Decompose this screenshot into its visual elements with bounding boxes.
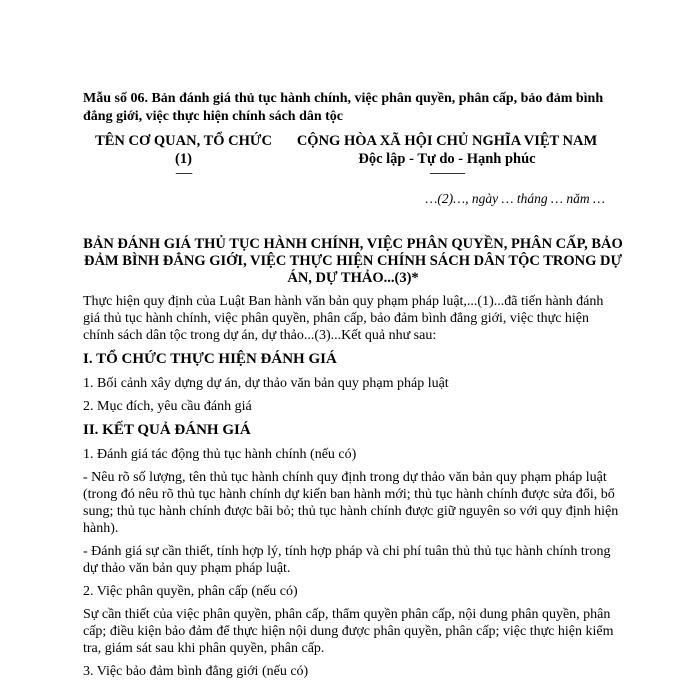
document-title: BẢN ĐÁNH GIÁ THỦ TỤC HÀNH CHÍNH, VIỆC PHÂN QUYỀN, PHÂN CẤP, BẢO ĐẢM BÌNH ĐẲNG GIỚI, VIỆC THỰC HIỆN CHÍNH SÁCH DÂN TỘC TRONG DỰ ÁN, DỰ THẢO...(3)* (83, 236, 623, 286)
section-2-item-1: 1. Đánh giá tác động thủ tục hành chính (nếu có) (83, 447, 357, 462)
agency-note: (1) (175, 151, 192, 167)
section-2-item-1-para-2: - Đánh giá sự cần thiết, tính hợp lý, tính hợp pháp và chi phí tuân thủ thủ tục hành chính trong dự thảo văn bản quy phạm pháp luật. (83, 544, 611, 576)
agency-dash: ------- (175, 168, 192, 179)
section-1-item-1: 1. Bối cảnh xây dựng dự án, dự thảo văn bản quy phạm pháp luật (83, 376, 449, 391)
country-name: CỘNG HÒA XÃ HỘI CHỦ NGHĨA VIỆT NAM (296, 133, 598, 149)
date-line: …(2)…, ngày … tháng … năm … (425, 191, 605, 206)
section-2-item-1-para-1: - Nêu rõ số lượng, tên thủ tục hành chính quy định trong dự thảo văn bản quy phạm pháp luật (trong đó nêu rõ thủ tục hành chính dự kiến ban hành mới; thủ tục hành chính được sửa đổi, bổ sung; thủ tục hành chính được bãi bỏ; thủ tục hành chính được giữ nguyên so với quy định hiện hành). (83, 470, 619, 536)
section-1-heading: I. TỔ CHỨC THỰC HIỆN ĐÁNH GIÁ (83, 351, 337, 367)
section-2-heading: II. KẾT QUẢ ĐÁNH GIÁ (83, 422, 251, 438)
document-body (83, 293, 621, 686)
section-2-item-2: 2. Việc phân quyền, phân cấp (nếu có) (83, 584, 298, 599)
section-2-item-3: 3. Việc bảo đảm bình đẳng giới (nếu có) (83, 664, 309, 679)
section-1-item-2: 2. Mục đích, yêu cầu đánh giá (83, 399, 252, 414)
intro-paragraph: Thực hiện quy định của Luật Ban hành văn bản quy phạm pháp luật,...(1)...đã tiến hành đánh giá thủ tục hành chính, việc phân quyền, phân cấp, bảo đảm bình đẳng giới, việc thực hiện chính sách dân tộc trong dự án, dự thảo...(3)...Kết quả như sau: (83, 294, 604, 343)
agency-name: TÊN CƠ QUAN, TỔ CHỨC (95, 133, 272, 149)
section-2-item-2-para: Sự cần thiết của việc phân quyền, phân cấp, thẩm quyền phân cấp, nội dung phân quyền, phân cấp; điều kiện bảo đảm để thực hiện nội dung được phân quyền, phân cấp; việc thực hiện kiểm tra, giám sát sau khi phân quyền, phân cấp. (83, 607, 614, 656)
form-title: Mẫu số 06. Bản đánh giá thủ tục hành chính, việc phân quyền, phân cấp, bảo đảm bình đẳng giới, việc thực hiện chính sách dân tộc (83, 91, 604, 124)
agency-header (86, 132, 281, 180)
national-header (286, 132, 608, 180)
motto: Độc lập - Tự do - Hạnh phúc (358, 151, 536, 167)
motto-dash: --------------- (429, 168, 465, 179)
